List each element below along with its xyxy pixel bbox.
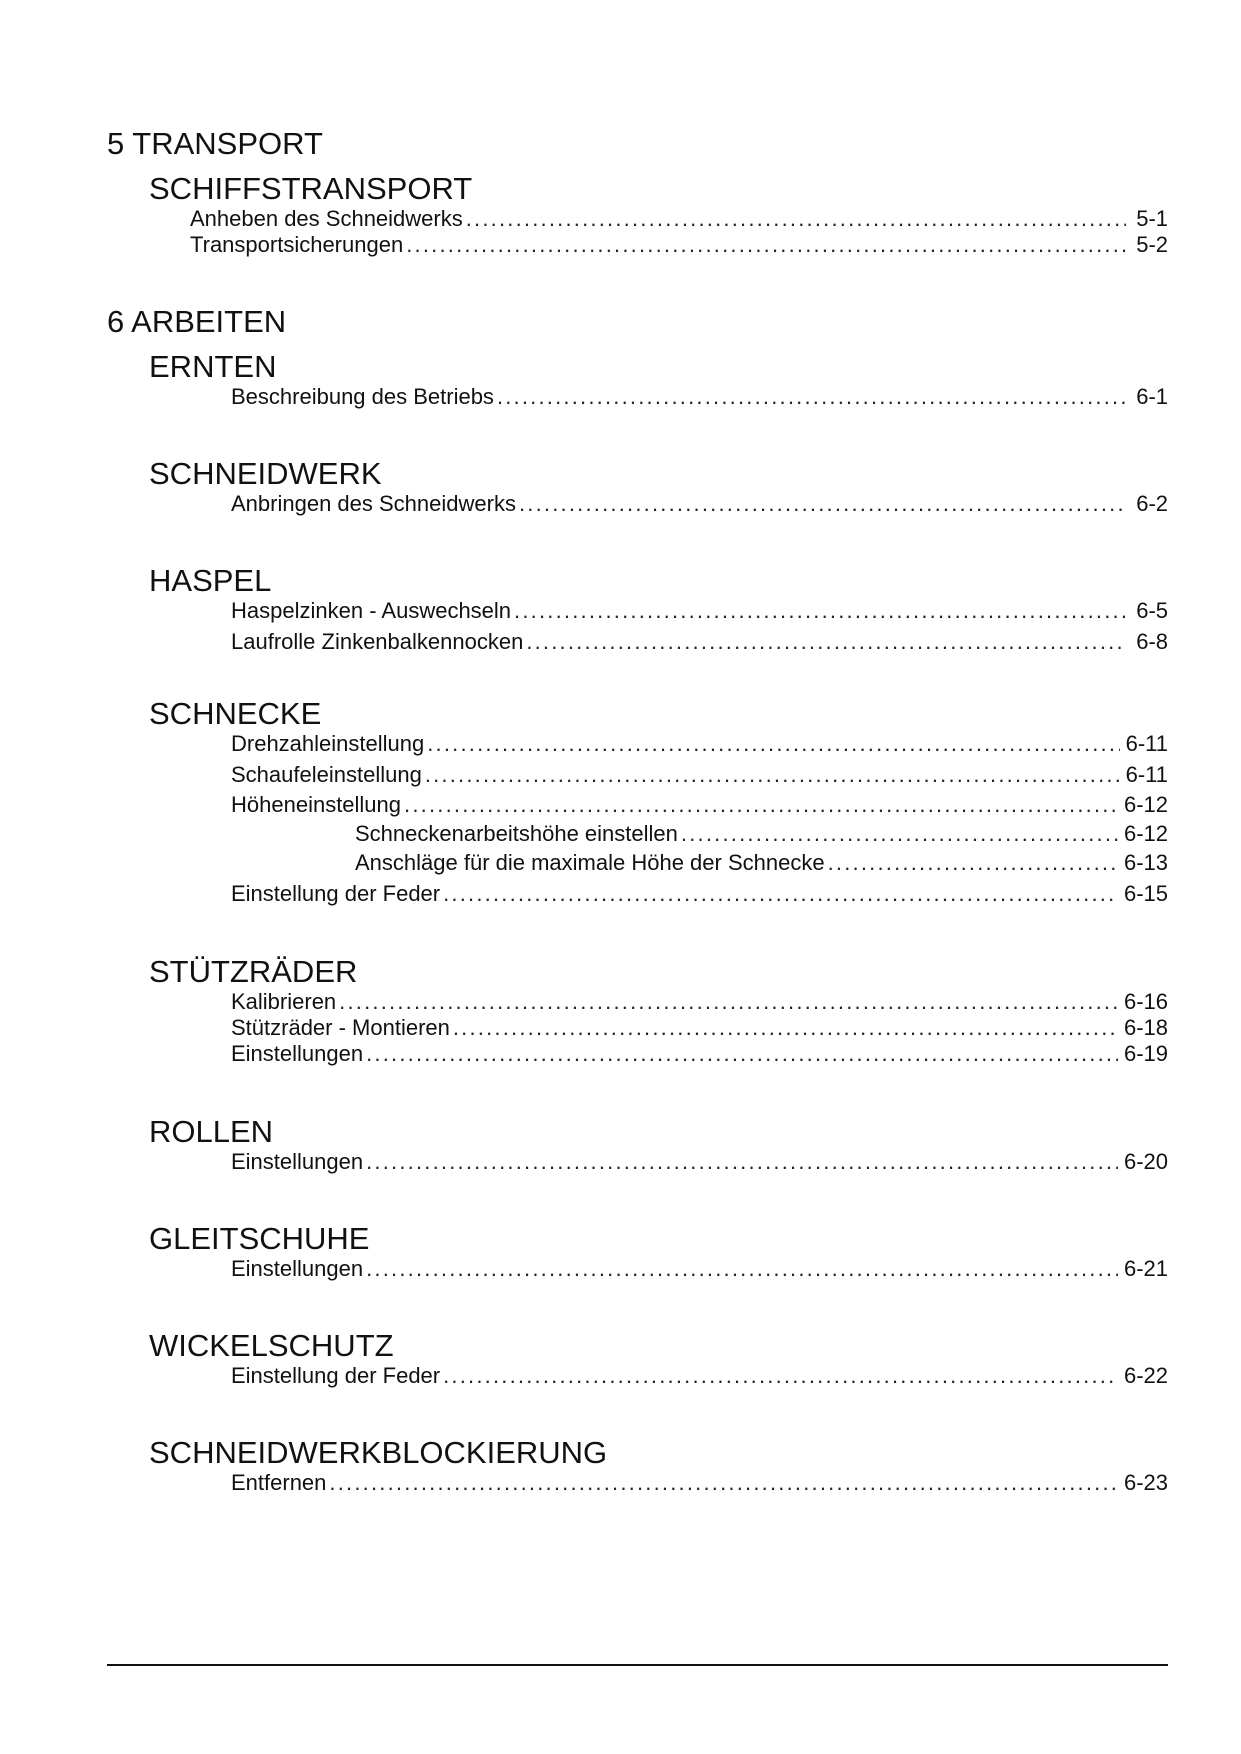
dot-leader	[427, 731, 1119, 757]
toc-entry-label: Kalibrieren	[231, 989, 337, 1014]
chapter-heading: 6 ARBEITEN	[107, 304, 287, 339]
toc-entry-label: Laufrolle Zinkenbalkennocken	[231, 629, 524, 654]
toc-entry-page: 6-1	[1136, 384, 1168, 409]
toc-entry[interactable]	[231, 989, 1168, 1015]
toc-entry[interactable]	[231, 1015, 1168, 1041]
toc-entry-page: 6-5	[1136, 598, 1168, 623]
toc-entry-page: 6-21	[1123, 1256, 1168, 1281]
toc-entry-page: 6-8	[1136, 629, 1168, 654]
dot-leader	[466, 206, 1126, 232]
toc-entry-page: 6-2	[1136, 491, 1168, 516]
toc-entry-page: 6-15	[1123, 881, 1168, 906]
section-heading: SCHNECKE	[149, 696, 322, 731]
dot-leader	[453, 1015, 1118, 1041]
toc-entry[interactable]	[231, 1256, 1168, 1282]
dot-leader	[681, 821, 1118, 847]
toc-entry[interactable]	[231, 491, 1168, 517]
toc-entry-page: 6-23	[1123, 1470, 1168, 1495]
toc-entry[interactable]	[231, 881, 1168, 907]
toc-entry-page: 6-11	[1125, 762, 1168, 787]
section-heading: SCHIFFSTRANSPORT	[149, 171, 473, 206]
toc-entry-page: 5-2	[1136, 232, 1168, 257]
toc-entry-page: 6-19	[1123, 1041, 1168, 1066]
dot-leader	[366, 1256, 1118, 1282]
dot-leader	[497, 384, 1126, 410]
toc-entry-label: Transportsicherungen	[190, 232, 404, 257]
dot-leader	[519, 491, 1126, 517]
dot-leader	[329, 1470, 1118, 1496]
toc-entry-page: 6-12	[1123, 821, 1168, 846]
toc-entry-label: Anschläge für die maximale Höhe der Schnecke	[355, 850, 825, 875]
toc-entry[interactable]	[231, 792, 1168, 818]
toc-entry[interactable]	[231, 384, 1168, 410]
toc-entry[interactable]	[231, 598, 1168, 624]
toc-entry[interactable]	[231, 1041, 1168, 1067]
toc-entry[interactable]	[231, 1470, 1168, 1496]
toc-entry-label: Entfernen	[231, 1470, 327, 1495]
section-heading: STÜTZRÄDER	[149, 954, 358, 989]
toc-entry-label: Einstellungen	[231, 1041, 364, 1066]
dot-leader	[828, 850, 1118, 876]
toc-entry-label: Einstellungen	[231, 1149, 364, 1174]
toc-entry-label: Einstellung der Feder	[231, 881, 441, 906]
toc-entry[interactable]	[231, 1149, 1168, 1175]
dot-leader	[366, 1041, 1118, 1067]
toc-entry-label: Anbringen des Schneidwerks	[231, 491, 516, 516]
toc-entry[interactable]	[231, 762, 1168, 788]
section-heading: SCHNEIDWERKBLOCKIERUNG	[149, 1435, 608, 1470]
toc-entry-label: Schneckenarbeitshöhe einstellen	[355, 821, 678, 846]
toc-entry[interactable]	[190, 232, 1168, 258]
dot-leader	[443, 1363, 1118, 1389]
toc-entry-label: Schaufeleinstellung	[231, 762, 422, 787]
toc-entry[interactable]	[231, 629, 1168, 655]
toc-entry-page: 6-22	[1123, 1363, 1168, 1388]
toc-entry-page: 6-13	[1123, 850, 1168, 875]
toc-entry-page: 6-20	[1123, 1149, 1168, 1174]
dot-leader	[514, 598, 1126, 624]
dot-leader	[443, 881, 1118, 907]
toc-entry-page: 6-18	[1123, 1015, 1168, 1040]
toc-entry-label: Beschreibung des Betriebs	[231, 384, 494, 409]
toc-entry-page: 6-11	[1125, 731, 1168, 756]
toc-entry[interactable]	[231, 731, 1168, 757]
dot-leader	[404, 792, 1118, 818]
toc-entry[interactable]	[190, 206, 1168, 232]
section-heading: GLEITSCHUHE	[149, 1221, 370, 1256]
dot-leader	[339, 989, 1118, 1015]
dot-leader	[526, 629, 1126, 655]
toc-entry-page: 6-12	[1123, 792, 1168, 817]
dot-leader	[406, 232, 1126, 258]
chapter-heading: 5 TRANSPORT	[107, 126, 323, 161]
section-heading: SCHNEIDWERK	[149, 456, 382, 491]
toc-entry-label: Stützräder - Montieren	[231, 1015, 450, 1040]
toc-entry-label: Haspelzinken - Auswechseln	[231, 598, 512, 623]
toc-entry-label: Anheben des Schneidwerks	[190, 206, 463, 231]
toc-entry-page: 6-16	[1123, 989, 1168, 1014]
toc-subentry[interactable]	[355, 850, 1168, 876]
dot-leader	[425, 762, 1120, 788]
footer-rule	[107, 1664, 1168, 1666]
section-heading: ROLLEN	[149, 1114, 274, 1149]
toc-entry-label: Höheneinstellung	[231, 792, 402, 817]
toc-entry[interactable]	[231, 1363, 1168, 1389]
section-heading: WICKELSCHUTZ	[149, 1328, 394, 1363]
toc-entry-label: Einstellungen	[231, 1256, 364, 1281]
toc-subentry[interactable]	[355, 821, 1168, 847]
section-heading: ERNTEN	[149, 349, 277, 384]
toc-entry-page: 5-1	[1136, 206, 1168, 231]
toc-entry-label: Drehzahleinstellung	[231, 731, 425, 756]
toc-entry-label: Einstellung der Feder	[231, 1363, 441, 1388]
dot-leader	[366, 1149, 1118, 1175]
section-heading: HASPEL	[149, 563, 272, 598]
